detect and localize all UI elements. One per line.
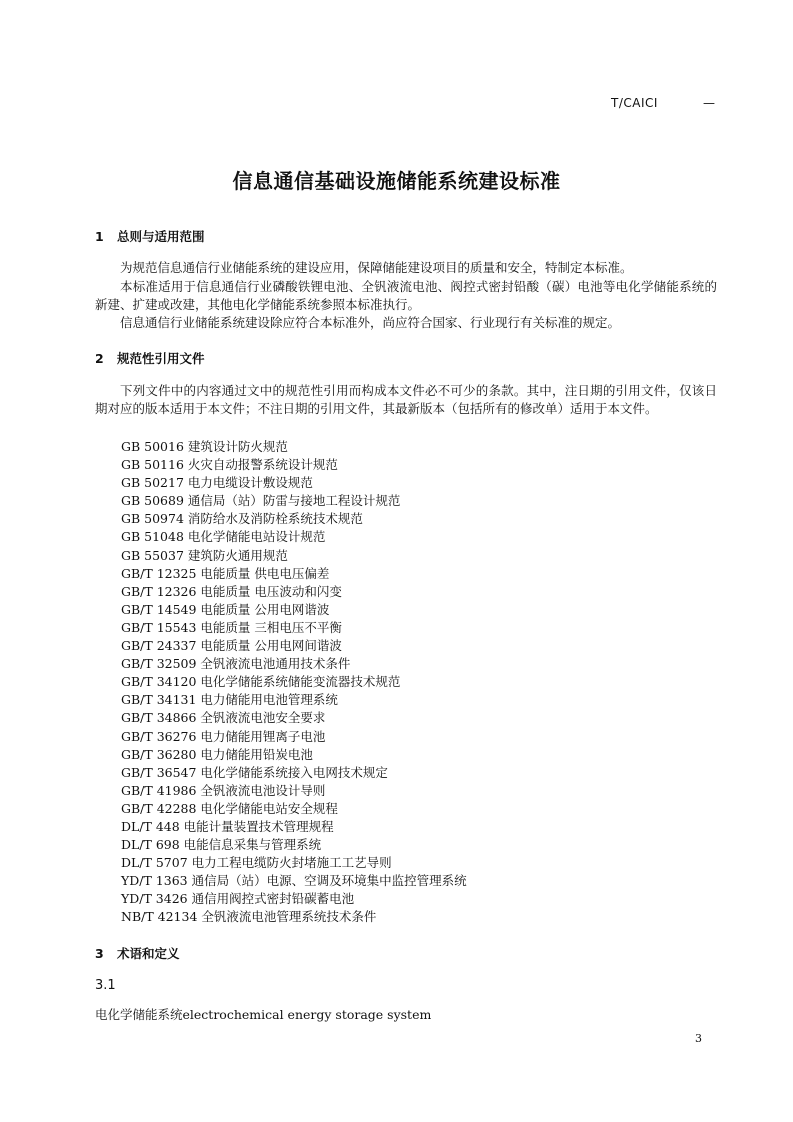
reference-item: GB/T 34131 电力储能用电池管理系统 bbox=[121, 692, 338, 708]
reference-item: GB/T 32509 全钒液流电池通用技术条件 bbox=[121, 656, 351, 672]
reference-item: GB/T 24337 电能质量 公用电网间谐波 bbox=[121, 638, 342, 654]
section-1-paragraph-3: 信息通信行业储能系统建设除应符合本标准外，尚应符合国家、行业现行有关标准的规定。 bbox=[120, 315, 621, 330]
reference-item: NB/T 42134 全钒液流电池管理系统技术条件 bbox=[121, 909, 377, 925]
reference-item: GB/T 14549 电能质量 公用电网谐波 bbox=[121, 601, 330, 617]
section-1-paragraph-1: 为规范信息通信行业储能系统的建设应用，保障储能建设项目的质量和安全，特制定本标准。 bbox=[120, 260, 633, 275]
reference-item: GB/T 34120 电化学储能系统储能变流器技术规范 bbox=[121, 674, 401, 690]
header-standard-code: T/CAICI bbox=[611, 96, 658, 110]
reference-item: GB 51048 电化学储能电站设计规范 bbox=[121, 529, 326, 545]
header-dash: — bbox=[703, 96, 715, 110]
reference-item: GB 50217 电力电缆设计敷设规范 bbox=[121, 475, 313, 491]
reference-item: GB/T 12326 电能质量 电压波动和闪变 bbox=[121, 583, 342, 599]
reference-item: GB 55037 建筑防火通用规范 bbox=[121, 547, 288, 563]
section-2-intro: 下列文件中的内容通过文中的规范性引用而构成本文件必不可少的条款。其中，注日期的引用文件，仅该日期对应的版本适用于本文件；不注日期的引用文件，其最新版本（包括所有的修改单）适用于本文件。 bbox=[95, 383, 717, 416]
reference-item: GB 50974 消防给水及消防栓系统技术规范 bbox=[121, 511, 363, 527]
section-3-title: 术语和定义 bbox=[117, 946, 180, 961]
subsection-3-1-number: 3.1 bbox=[95, 978, 116, 993]
section-3-heading bbox=[95, 944, 180, 962]
page-number: 3 bbox=[695, 1032, 702, 1045]
section-3-number: 3 bbox=[95, 946, 104, 961]
section-2-number: 2 bbox=[95, 351, 104, 366]
reference-item: GB/T 36280 电力储能用铅炭电池 bbox=[121, 746, 313, 762]
reference-item: GB/T 36276 电力储能用锂离子电池 bbox=[121, 728, 326, 744]
reference-item: YD/T 1363 通信局（站）电源、空调及环境集中监控管理系统 bbox=[121, 873, 467, 889]
document-title: 信息通信基础设施储能系统建设标准 bbox=[232, 169, 561, 193]
reference-item: GB/T 42288 电化学储能电站安全规程 bbox=[121, 800, 338, 816]
section-1-title: 总则与适用范围 bbox=[117, 229, 205, 244]
section-2-heading bbox=[95, 349, 205, 367]
section-2-title: 规范性引用文件 bbox=[117, 351, 205, 366]
section-1-heading bbox=[95, 227, 205, 245]
section-1-paragraph-2: 本标准适用于信息通信行业磷酸铁锂电池、全钒液流电池、阀控式密封铅酸（碳）电池等电化学储能系统的新建、扩建或改建，其他电化学储能系统参照本标准执行。 bbox=[95, 279, 717, 312]
reference-item: GB 50689 通信局（站）防雷与接地工程设计规范 bbox=[121, 493, 401, 509]
reference-item: DL/T 448 电能计量装置技术管理规程 bbox=[121, 818, 334, 834]
reference-item: GB/T 34866 全钒液流电池安全要求 bbox=[121, 710, 326, 726]
reference-item: DL/T 5707 电力工程电缆防火封堵施工工艺导则 bbox=[121, 855, 392, 871]
reference-item: YD/T 3426 通信用阀控式密封铅碳蓄电池 bbox=[121, 891, 355, 907]
reference-item: DL/T 698 电能信息采集与管理系统 bbox=[121, 837, 322, 853]
reference-item: GB 50016 建筑设计防火规范 bbox=[121, 439, 288, 454]
reference-item: GB 50116 火灾自动报警系统设计规范 bbox=[121, 457, 338, 473]
reference-item: GB/T 36547 电化学储能系统接入电网技术规定 bbox=[121, 764, 388, 780]
reference-item: GB/T 12325 电能质量 供电电压偏差 bbox=[121, 565, 330, 581]
section-1-number: 1 bbox=[95, 229, 104, 244]
reference-list bbox=[121, 438, 467, 927]
reference-item: GB/T 15543 电能质量 三相电压不平衡 bbox=[121, 619, 342, 635]
reference-item: GB/T 41986 全钒液流电池设计导则 bbox=[121, 782, 326, 798]
term-electrochemical-energy-storage-system: 电化学储能系统electrochemical energy storage system bbox=[95, 1007, 432, 1022]
